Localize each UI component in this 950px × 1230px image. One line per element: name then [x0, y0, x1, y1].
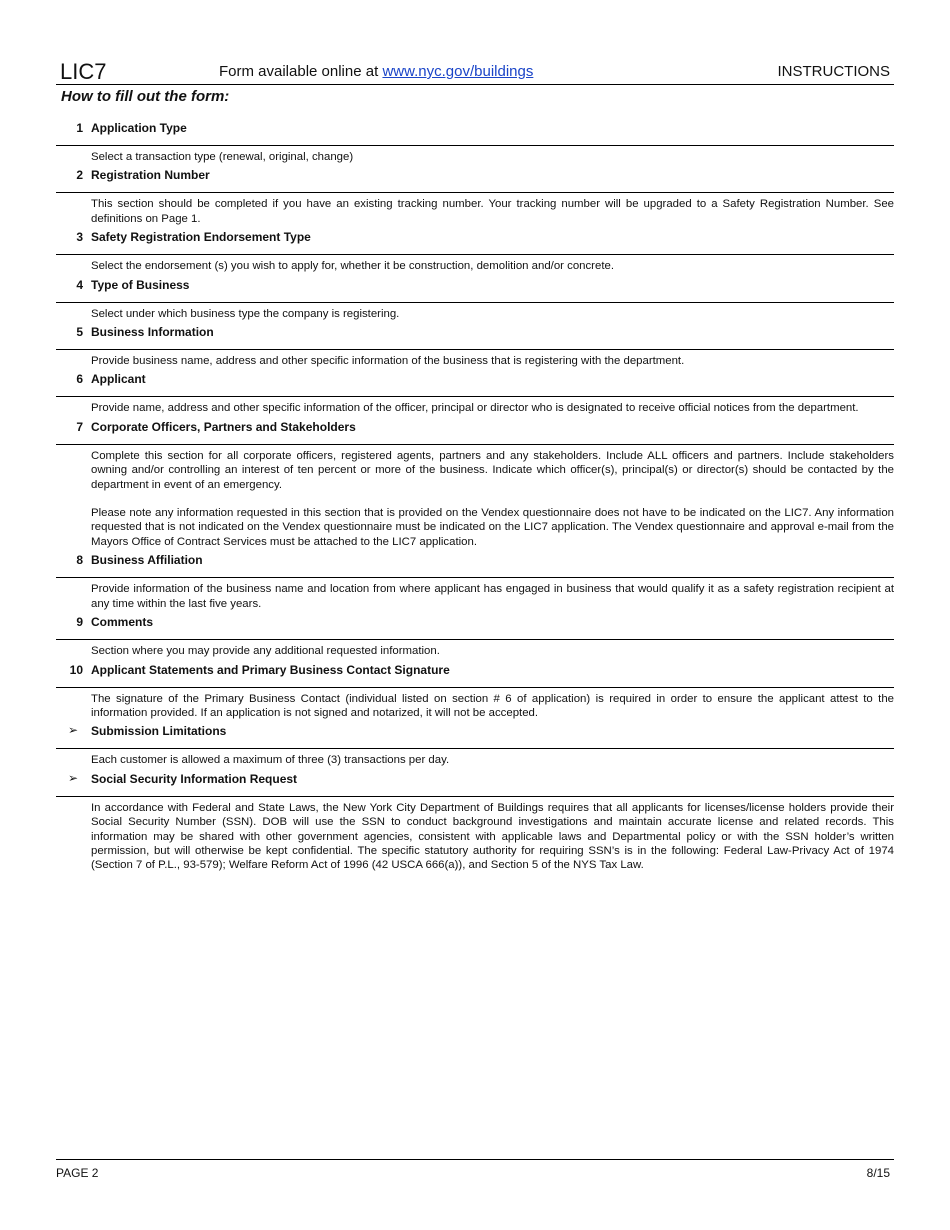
section-paragraph: Select under which business type the company is registering.	[91, 307, 400, 320]
arrow-bullet-icon: ➢	[68, 770, 79, 785]
section-paragraph: Please note any information requested in this section that is provided on the Vendex questionnaire does not have to be indicated on the LIC7. Any information requested that is not indicated on the Vendex questionnaire must be indicated on the LIC7 application. The Vendex questionnaire and approval e-mail from the Mayors Office of Contract Services must be attached to the LIC7 application.	[91, 507, 894, 548]
page	[56, 0, 894, 1230]
section-title: Applicant	[91, 372, 146, 387]
section-paragraph: Provide business name, address and other specific information of the business that is registering with the department.	[91, 355, 685, 368]
section-number: 3	[76, 230, 83, 245]
section-paragraph: In accordance with Federal and State Laws, the New York City Department of Buildings requires that all applicants for licenses/license holders provide their Social Security Number (SSN). DOB will use the SSN to conduct background investigations and maintain accurate license and related records. This information may be shared with other government agencies, consistent with applicable laws and Departmental policy or with the SSN holder’s written permission, but will otherwise be kept confidential. The specific statutory authority for requiring SSN’s is in the following: Federal Law-Privacy Act of 1974 (Section 7 of P.L., 93-579); Welfare Reform Act of 1996 (42 USCA 666(a)), and Section 5 of the NYS Tax Law.	[91, 801, 894, 872]
section-body	[91, 255, 894, 273]
section-header	[56, 768, 894, 797]
section-header	[56, 549, 894, 578]
section-body	[91, 749, 894, 767]
section-number: 6	[76, 372, 83, 387]
section-body	[91, 797, 894, 873]
section-title: Comments	[91, 615, 154, 630]
section-header	[56, 226, 894, 255]
section-header	[56, 164, 894, 193]
online-availability	[219, 63, 533, 81]
section-number: 1	[76, 121, 83, 135]
section-body	[91, 350, 894, 368]
section-paragraph: The signature of the Primary Business Contact (individual listed on section # 6 of application) is required in order to ensure the applicant attest to the information provided. If an application is not signed and notarized, it will not be accepted.	[91, 692, 894, 719]
section-title: Type of Business	[91, 277, 190, 292]
section-body	[91, 640, 894, 658]
section-title: Applicant Statements and Primary Business Contact Signature	[91, 662, 450, 677]
section-number: 2	[76, 168, 83, 183]
section-body	[91, 688, 894, 721]
section-number: 8	[76, 553, 83, 568]
section-paragraph: Select a transaction type (renewal, original, change)	[91, 151, 354, 163]
instruction-list	[56, 117, 894, 873]
section-paragraph: Each customer is allowed a maximum of three (3) transactions per day.	[91, 754, 450, 767]
section-header	[56, 321, 894, 350]
revision-date: 8/15	[866, 1166, 890, 1180]
section-paragraph: Complete this section for all corporate officers, registered agents, partners and any stakeholders. Include ALL officers and partners. Include stakeholders owning and/or controlling an interest of ten percent or more of the business. Indicate which officer(s), principal(s) or director(s) should be contacted by the department in event of an emergency.	[91, 449, 894, 491]
section-number: 10	[69, 662, 83, 677]
section-header	[56, 659, 894, 688]
section-title: Social Security Information Request	[91, 771, 298, 786]
page-header	[56, 58, 894, 85]
section-title: Safety Registration Endorsement Type	[91, 230, 311, 245]
instructions-label: INSTRUCTIONS	[777, 63, 890, 80]
section-paragraph: This section should be completed if you have an existing tracking number. Your tracking number will be upgraded to a Safety Registration Number. See definitions on Page 1.	[91, 198, 894, 225]
section-paragraph: Provide information of the business name and location from where applicant has engaged in business that would qualify it as a safety registration recipient at any time within the last five years.	[91, 583, 894, 610]
section-body	[91, 445, 894, 549]
section-title: Business Affiliation	[91, 553, 203, 568]
section-paragraph: Section where you may provide any additional requested information.	[91, 645, 440, 658]
section-header	[56, 720, 894, 749]
section-title: Application Type	[91, 121, 187, 135]
section-header	[56, 117, 894, 146]
section-body	[91, 578, 894, 611]
form-code: LIC7	[60, 59, 107, 84]
section-number: 9	[76, 615, 83, 630]
page-number: PAGE 2	[56, 1166, 99, 1180]
section-title: Submission Limitations	[91, 724, 227, 739]
section-body	[91, 397, 894, 415]
section-header	[56, 416, 894, 445]
section-body	[91, 303, 894, 321]
section-body	[91, 193, 894, 226]
section-title: Registration Number	[91, 168, 210, 183]
nyc-buildings-link[interactable]: www.nyc.gov/buildings	[382, 63, 534, 80]
online-prefix: Form available online at	[219, 63, 379, 80]
section-paragraph: Select the endorsement (s) you wish to apply for, whether it be construction, demolition and/or concrete.	[91, 260, 614, 273]
section-number: 7	[76, 419, 83, 434]
section-header	[56, 368, 894, 397]
section-title: Business Information	[91, 325, 214, 340]
arrow-bullet-icon: ➢	[68, 723, 79, 738]
page-title: How to fill out the form:	[61, 88, 230, 105]
section-paragraph: Provide name, address and other specific information of the officer, principal or director who is designated to receive official notices from the department.	[91, 402, 859, 415]
page-footer	[56, 1159, 894, 1180]
section-header	[56, 274, 894, 303]
section-title: Corporate Officers, Partners and Stakeholders	[91, 419, 356, 434]
section-header	[56, 611, 894, 640]
section-number: 5	[76, 325, 83, 340]
section-body	[91, 146, 894, 164]
section-number: 4	[76, 277, 83, 292]
